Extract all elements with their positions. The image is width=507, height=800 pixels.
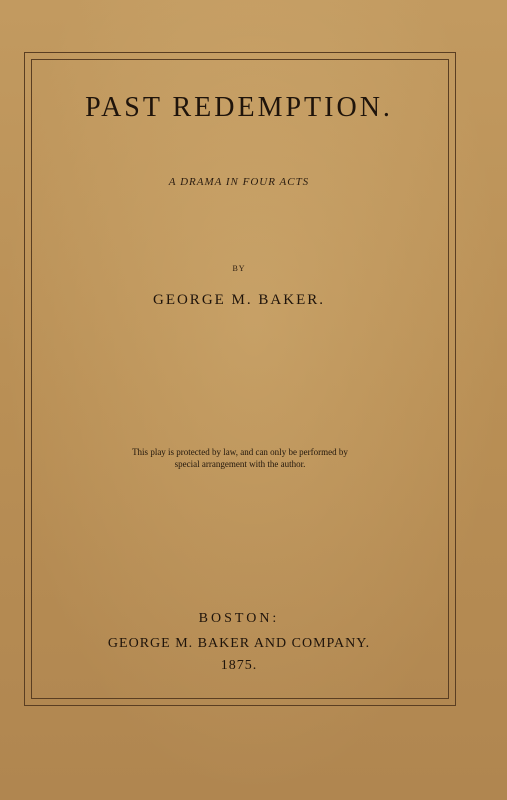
book-title: PAST REDEMPTION. xyxy=(85,92,393,123)
publication-city: BOSTON: xyxy=(198,611,280,626)
notice-line-2: special arrangement with the author. xyxy=(174,459,306,469)
copyright-notice xyxy=(80,446,400,470)
author-name: GEORGE M. BAKER. xyxy=(152,292,325,308)
publisher-name: GEORGE M. BAKER AND COMPANY. xyxy=(107,636,371,651)
by-label: BY xyxy=(232,264,246,273)
publication-year: 1875. xyxy=(220,658,258,673)
book-subtitle: A DRAMA IN FOUR ACTS xyxy=(168,176,310,188)
notice-line-1: This play is protected by law, and can only be performed by xyxy=(132,447,348,457)
inner-border-frame xyxy=(31,59,449,699)
